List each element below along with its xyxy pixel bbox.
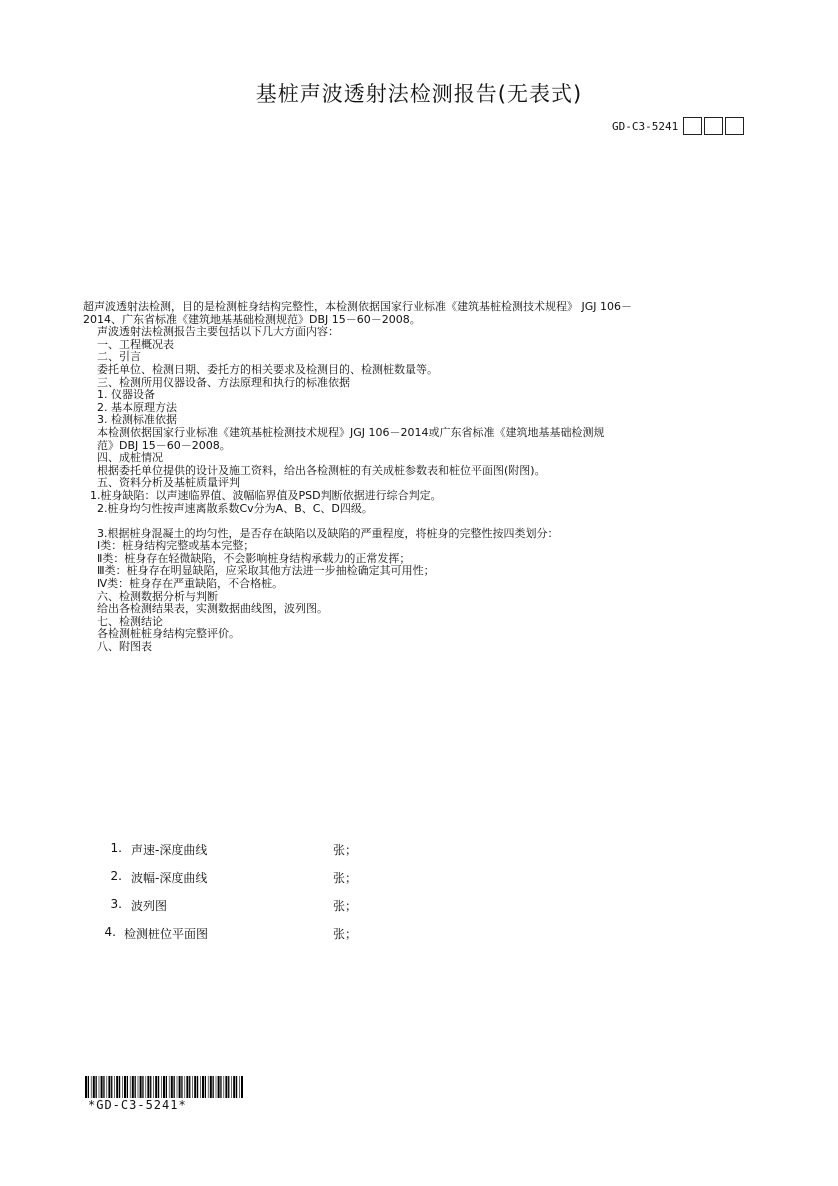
body-line	[83, 515, 753, 528]
body-line: 六、检测数据分析与判断	[83, 589, 218, 603]
attachment-unit: 张；	[333, 871, 358, 885]
attachment-number: 3.	[110, 897, 122, 911]
code-box-3[interactable]	[725, 117, 744, 135]
body-line: Ⅰ类：桩身结构完整或基本完整；	[83, 539, 255, 553]
attachment-unit: 张；	[333, 927, 358, 941]
body-line: 根据委托单位提供的设计及施工资料，给出各检测桩的有关成桩参数表和桩位平面图(附图)。	[83, 463, 546, 477]
body-line: 2.桩身均匀性按声速离散系数Cv分为A、B、C、D四级。	[83, 501, 373, 515]
body-line: Ⅲ类：桩身存在明显缺陷，应采取其他方法进一步抽检确定其可用性；	[83, 564, 435, 578]
body-line: 范》DBJ 15－60－2008。	[83, 438, 231, 452]
body-line: 各检测桩桩身结构完整评价。	[83, 627, 240, 641]
page-title: 基桩声波透射法检测报告(无表式)	[255, 82, 583, 106]
body-line: 四、成桩情况	[83, 451, 163, 465]
body-line: 超声波透射法检测，目的是检测桩身结构完整性，本检测依据国家行业标准《建筑基桩检测技术规程》 JGJ 106－	[83, 300, 632, 313]
body-line: 给出各检测结果表，实测数据曲线图，波列图。	[83, 602, 328, 616]
form-code: GD-C3-5241	[612, 119, 679, 133]
attachment-number: 1.	[110, 841, 122, 855]
body-line: 1.桩身缺陷：以声速临界值、波幅临界值及PSD判断依据进行综合判定。	[83, 488, 442, 502]
code-box-1[interactable]	[683, 117, 702, 135]
body-line: 2. 基本原理方法	[83, 400, 177, 414]
body-line: 一、工程概况表	[83, 337, 174, 351]
attachment-unit: 张；	[333, 843, 358, 857]
report-body	[83, 301, 753, 654]
form-code-row	[612, 116, 744, 136]
body-line: 七、检测结论	[83, 614, 163, 628]
body-line: 3. 检测标准依据	[83, 413, 177, 427]
attachment-unit: 张；	[333, 899, 358, 913]
attachment-label: 声速-深度曲线	[131, 843, 208, 857]
attachment-item	[108, 841, 368, 857]
code-box-2[interactable]	[704, 117, 723, 135]
barcode	[85, 1076, 245, 1098]
attachment-label: 检测桩位平面图	[124, 927, 209, 941]
body-line: 声波透射法检测报告主要包括以下几大方面内容：	[83, 325, 339, 339]
body-line: 八、附图表	[83, 640, 152, 654]
body-line: 委托单位、检测日期、委托方的相关要求及检测目的、检测桩数量等。	[83, 362, 438, 376]
body-line: Ⅱ类：桩身存在轻微缺陷，不会影响桩身结构承载力的正常发挥；	[83, 551, 411, 565]
barcode-text: *GD-C3-5241*	[88, 1098, 187, 1112]
body-line: 2014、广东省标准《建筑地基基础检测规范》DBJ 15－60－2008。	[83, 312, 421, 326]
body-line: 本检测依据国家行业标准《建筑基桩检测技术规程》JGJ 106－2014或广东省标准《建筑地基基础检测规	[83, 425, 605, 439]
body-line: 五、资料分析及基桩质量评判	[83, 476, 240, 490]
body-line: 三、检测所用仪器设备、方法原理和执行的标准依据	[83, 375, 350, 389]
attachment-item	[108, 869, 368, 885]
attachment-number: 2.	[110, 869, 122, 883]
body-line: 二、引言	[83, 350, 141, 364]
body-line: 1. 仪器设备	[83, 388, 155, 402]
attachment-item	[108, 897, 368, 913]
body-line: 3.根据桩身混凝土的均匀性，是否存在缺陷以及缺陷的严重程度，将桩身的完整性按四类划分：	[83, 526, 559, 540]
attachment-number: 4.	[104, 925, 116, 939]
attachment-item	[102, 925, 362, 941]
attachment-label: 波幅-深度曲线	[131, 871, 208, 885]
attachment-label: 波列图	[131, 899, 168, 913]
body-line: Ⅳ类：桩身存在严重缺陷，不合格桩。	[83, 577, 284, 591]
